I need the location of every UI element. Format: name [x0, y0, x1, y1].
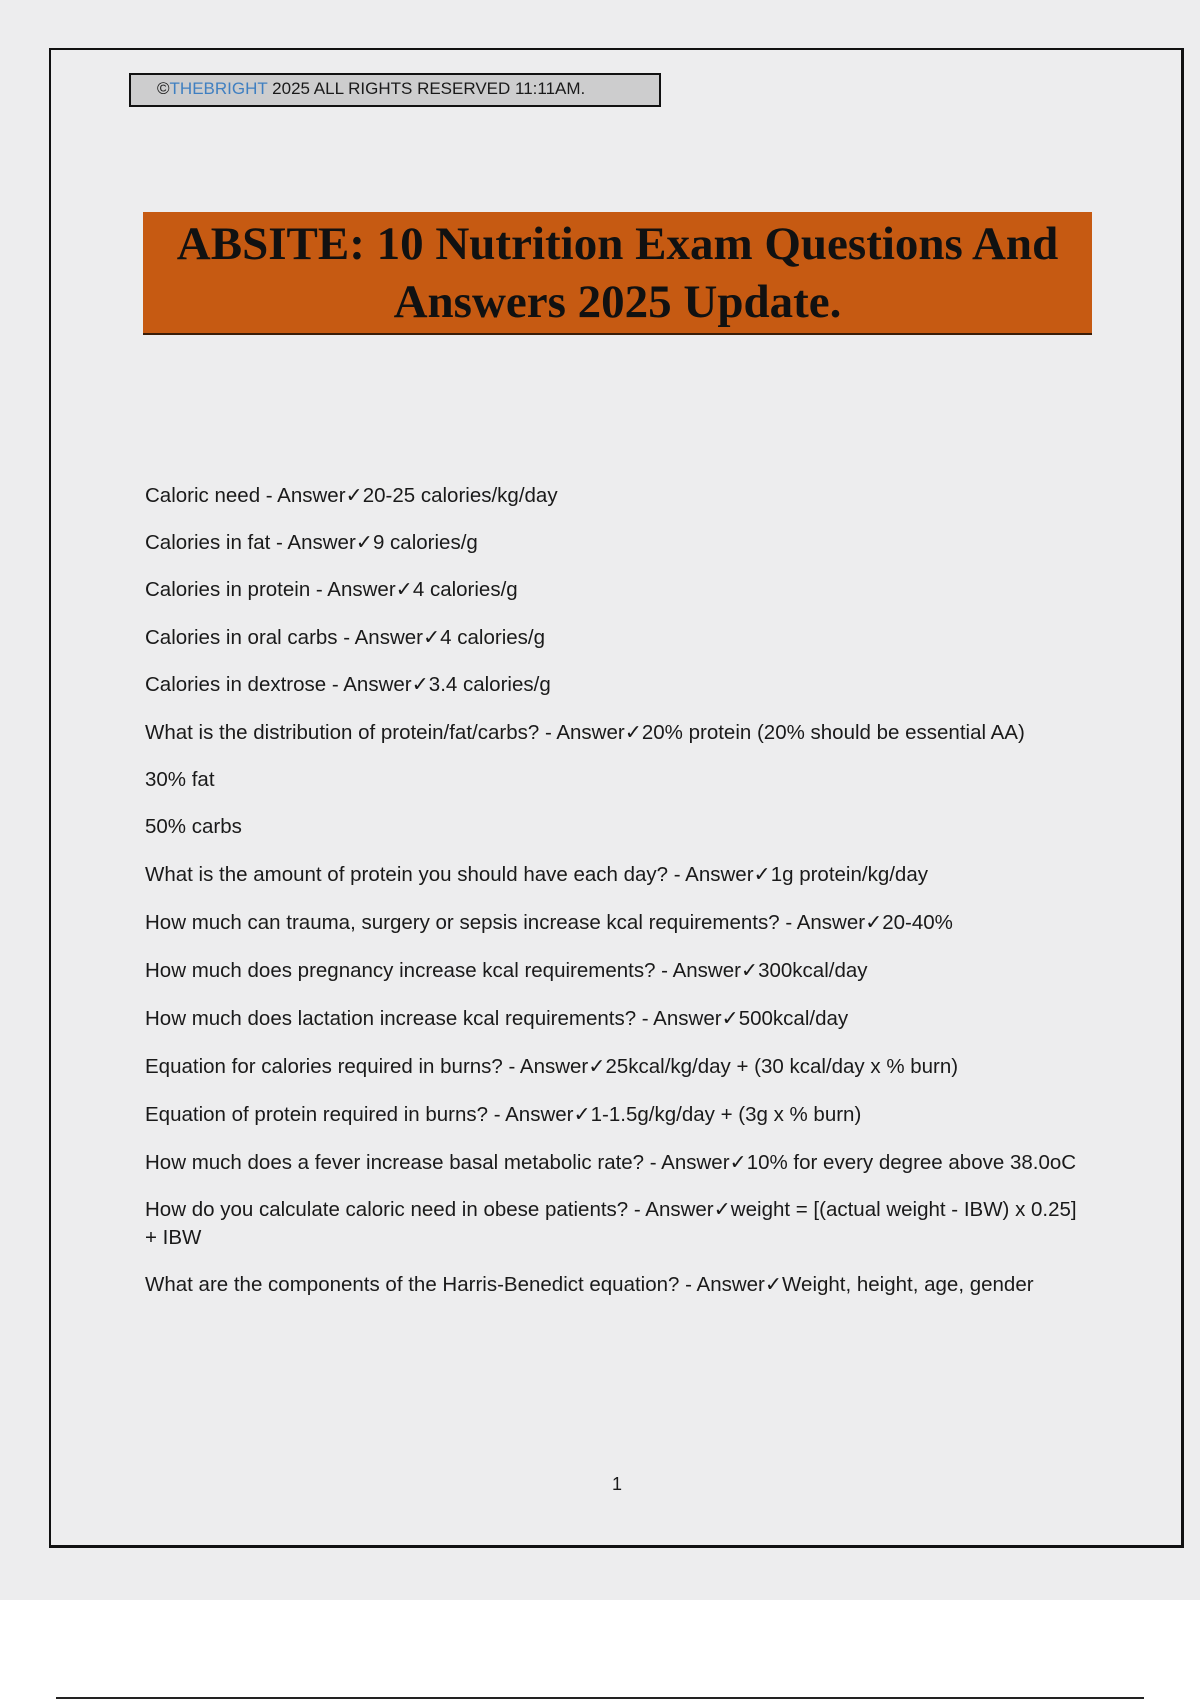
qa-item: 30% fat: [145, 768, 215, 791]
qa-item: Equation of protein required in burns? - Answer✓1-1.5g/kg/day + (3g x % burn): [145, 1103, 862, 1126]
qa-item: Calories in fat - Answer✓9 calories/g: [145, 531, 478, 554]
qa-item: How much does a fever increase basal metabolic rate? - Answer✓10% for every degree above 38.0oC: [145, 1151, 1077, 1174]
bottom-divider: [56, 1697, 1144, 1699]
qa-item: How much does lactation increase kcal requirements? - Answer✓500kcal/day: [145, 1007, 849, 1030]
qa-item: What are the components of the Harris-Benedict equation? - Answer✓Weight, height, age, gender: [145, 1273, 1034, 1296]
qa-item: How much can trauma, surgery or sepsis increase kcal requirements? - Answer✓20-40%: [145, 911, 953, 934]
qa-item: Calories in protein - Answer✓4 calories/g: [145, 578, 518, 601]
qa-item: Equation for calories required in burns? - Answer✓25kcal/kg/day + (30 kcal/day x % burn): [145, 1055, 959, 1078]
copyright-notice: [129, 73, 661, 107]
qa-item: 50% carbs: [145, 815, 242, 838]
qa-item: Calories in dextrose - Answer✓3.4 calories/g: [145, 673, 551, 696]
title-line-1: ABSITE: 10 Nutrition Exam Questions And: [176, 218, 1059, 270]
qa-item: What is the amount of protein you should have each day? - Answer✓1g protein/kg/day: [145, 863, 928, 886]
copyright-brand: THEBRIGHT: [169, 79, 268, 98]
copyright-text: 2025 ALL RIGHTS RESERVED 11:11AM.: [267, 79, 586, 98]
document-title: [143, 212, 1092, 335]
page-number: 1: [611, 1474, 622, 1494]
qa-item: How do you calculate caloric need in obese patients? - Answer✓weight = [(actual weight - IBW) x 0.25] + IBW: [145, 1198, 1077, 1249]
qa-item: Caloric need - Answer✓20-25 calories/kg/day: [145, 484, 558, 507]
copyright-symbol: ©: [157, 79, 170, 98]
qa-item: What is the distribution of protein/fat/carbs? - Answer✓20% protein (20% should be essential AA): [145, 721, 1025, 744]
qa-item: Calories in oral carbs - Answer✓4 calories/g: [145, 626, 546, 649]
title-line-2: Answers 2025 Update.: [393, 276, 842, 328]
qa-list: [145, 482, 1090, 1319]
qa-item: How much does pregnancy increase kcal requirements? - Answer✓300kcal/day: [145, 959, 868, 982]
